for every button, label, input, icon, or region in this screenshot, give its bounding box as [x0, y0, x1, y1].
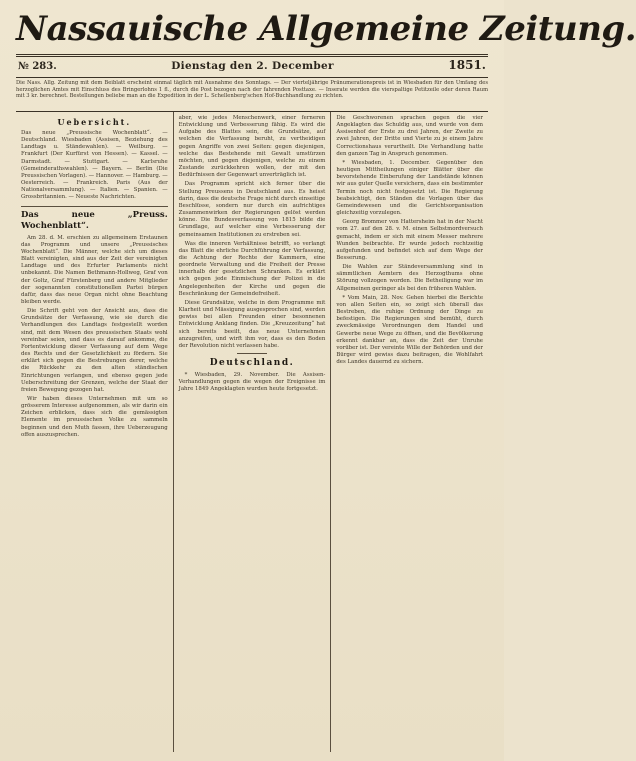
section-heading: Deutschland. — [209, 358, 295, 368]
section-divider — [237, 353, 267, 354]
column-2 — [173, 112, 331, 752]
issue-year: 1851. — [448, 58, 486, 72]
article-paragraph: * Vom Main, 28. Nov. Gehen hierbei die Berichte von allen Seiten ein, so zeigt sich überall das Bestreben, die ruhige Ordnung der Dinge zu befestigen. Die Regierungen sind bemüht, durch zweckmässige Verordnungen dem Handel und Gewerbe neue Wege zu öffnen, und die Bevölkerung erkennt dankbar an, dass die Zeit der Unruhe vorüber ist. Der vereinte Wille der Behörden und der Bürger wird gewiss dazu beitragen, die Wohlfahrt des Landes dauernd zu sichern. — [336, 294, 484, 366]
article-columns — [16, 112, 488, 752]
column-3 — [330, 112, 488, 752]
article-paragraph: Die Geschworenen sprachen gegen die vier Angeklagten das Schuldig aus, und wurde von dem Assisenhof der Erste zu drei Jahren, der Zweite zu zwei Jahren, der Dritte und Vierte zu je einem Jahre Correctionshaus verurtheilt. Die Verhandlung hatte den ganzen Tag in Anspruch genommen. — [336, 115, 484, 157]
article-paragraph: Was die inneren Verhältnisse betrifft, so verlangt das Blatt die ehrliche Durchführung der Verfassung, die Achtung der Rechte der Kammern, eine geordnete Verwaltung und die Freiheit der Presse innerhalb der gesetzlichen Schranken. Es erklärt sich gegen jede Einmischung der Polizei in die Angelegenheiten der Kirche und gegen die Beschränkung der Gemeindefreiheit. — [178, 240, 326, 297]
article-paragraph: Wir haben dieses Unternehmen mit um so grösserem Interesse aufgenommen, als wir darin ein Zeichen erblicken, dass sich die gemässigten Elemente im preussischen Volke zu sammeln beginnen und den Muth fassen, ihre Ueberzeugung offen auszusprechen. — [21, 396, 168, 438]
article-paragraph: * Wiesbaden, 29. November. Die Assisen-Verhandlungen gegen die wegen der Ereignisse im Jahre 1849 Angeklagten wurden heute fortgesetzt. — [178, 372, 326, 393]
column-1 — [16, 112, 173, 752]
masthead-title: Nassauische Allgemeine Zeitung. — [16, 9, 636, 49]
article-paragraph: Diese Grundsätze, welche in dem Programme mit Klarheit und Mässigung ausgesprochen sind, werden gewiss bei allen Freunden einer besonnenen Entwicklung Anklang finden. Die „Kreuzzeitung“ hat sich bereits beeilt, das neue Unternehmen anzugreifen, und wirft ihm vor, dass es den Boden der Revolution nicht verlassen habe. — [178, 299, 326, 349]
article-paragraph: aber, wie jedes Menschenwerk, einer ferneren Entwicklung und Verbesserung fähig. Es wird die Aufgabe des Blattes sein, die Grundsätze, auf welchen die Verfassung beruht, zu vertheidigen gegen Angriffe von zwei Seiten: gegen diejenigen, welche das Bestehende mit Gewalt umstürzen möchten, und gegen diejenigen, welche zu einem Zustande zurückkehren wollen, der mit den Bedürfnissen der Gegenwart unverträglich ist. — [178, 115, 326, 179]
article-paragraph: Das Programm spricht sich ferner über die Stellung Preussens in Deutschland aus. Es heisst darin, dass die deutsche Frage nicht durch einseitige Beschlüsse, sondern nur durch ein aufrichtiges Zusammenwirken der Regierungen gelöst werden könne. Die Bundesverfassung von 1815 bilde die Grundlage, auf welcher eine Verbesserung der gemeinsamen Institutionen zu erstreben sei. — [178, 181, 326, 238]
article-heading: Das neue „Preuss. Wochenblatt“. — [21, 206, 168, 232]
article-paragraph: Am 28. d. M. erschien zu allgemeinem Erstaunen das Programm und unsere „Preussisches Wochenblatt“. Die Männer, welche sich um dieses Blatt vereinigten, sind aus der Zeit der vereinigten Landtage und des Erfurter Parlaments nicht unbekannt. Die Namen Bethmann-Hollweg, Graf von der Goltz, Graf Fürstenberg und andere Mitglieder der sogenannten constitutionellen Partei bürgen dafür, dass das neue Organ nicht ohne Beachtung bleiben werde. — [21, 234, 168, 305]
subscription-notice: Die Nass. Allg. Zeitung mit dem Beiblatt erscheint einmal täglich mit Ausnahme des Sonntags. — Der vierteljährige Pränumerationspreis ist in Wiesbaden für den Umfang des herzoglichen Amtes mit Einschluss des Bringerlohns 1 fl., durch die Post bezogen nach der fahrenden Posttaxe. — Inserate werden die vierspaltige Petitzeile oder deren Raum mit 3 kr. berechnet. Bestellungen beliebe man an die Expedition in der L. Schellenberg'schen Hof-Buchhandlung zu richten. — [16, 80, 488, 100]
overview-text: Das neue „Preussische Wochenblatt“. — Deutschland. Wiesbaden (Assisen, Beziehung des Landtags u. Ständewahlen). — Weilburg. — Frankfurt (Der Kurfürst von Hessen). — Kassel. — Darmstadt. — Stuttgart. — Karlsruhe (Gemeinderathswahlen). — Bayern. — Berlin (Die Preussischen Vorlagen). — Hannover. — Hamburg. — Oesterreich. — Frankreich. Paris (Aus der Nationalversammlung). — Italien. — Spanien. — Grossbritannien. — Neueste Nachrichten. — [21, 130, 168, 201]
overview-heading: Uebersicht. — [57, 117, 132, 127]
article-paragraph: Die Schrift geht von der Ansicht aus, dass die Grundsätze der Verfassung, wie sie durch die Verhandlungen des Landtags festgestellt worden sind, mit dem Wesen des preussischen Staats wohl vereinbar seien, und dass es darauf ankomme, die Fortentwicklung dieser Verfassung auf dem Wege des Rechts und der Gesetzlichkeit zu fördern. Sie erklärt sich gegen die Bestrebungen derer, welche die Rückkehr zu den alten ständischen Einrichtungen verlangen, und ebenso gegen jede Ueberschreitung der Grenzen, welche der Staat der freien Bewegung gezogen hat. — [21, 308, 168, 393]
article-paragraph: Die Wahlen zur Ständeversammlung sind in sämmtlichen Aemtern des Herzogthums ohne Störung vollzogen worden. Die Betheiligung war im Allgemeinen geringer als bei den früheren Wahlen. — [336, 264, 484, 292]
issue-date: Dienstag den 2. December — [171, 60, 334, 72]
issue-number: № 283. — [18, 61, 57, 72]
dateline — [16, 57, 488, 77]
article-paragraph: * Wiesbaden, 1. December. Gegenüber den heutigen Mittheilungen einiger Blätter über die bevorstehende Einberufung der Landstände können wir aus guter Quelle versichern, dass ein bestimmter Termin noch nicht festgesetzt ist. Die Regierung beabsichtigt, den Ständen die Vorlagen über das Gemeindewesen und die Gerichtsorganisation gleichzeitig vorzulegen. — [336, 159, 484, 217]
article-paragraph: Georg Brommer von Hattersheim hat in der Nacht vom 27. auf den 28. v. M. einen Selbstmordversuch gemacht, indem er sich mit einem Messer mehrere Wunden beibrachte. Er wurde jedoch rechtzeitig aufgefunden und befindet sich auf dem Wege der Besserung. — [336, 219, 484, 261]
